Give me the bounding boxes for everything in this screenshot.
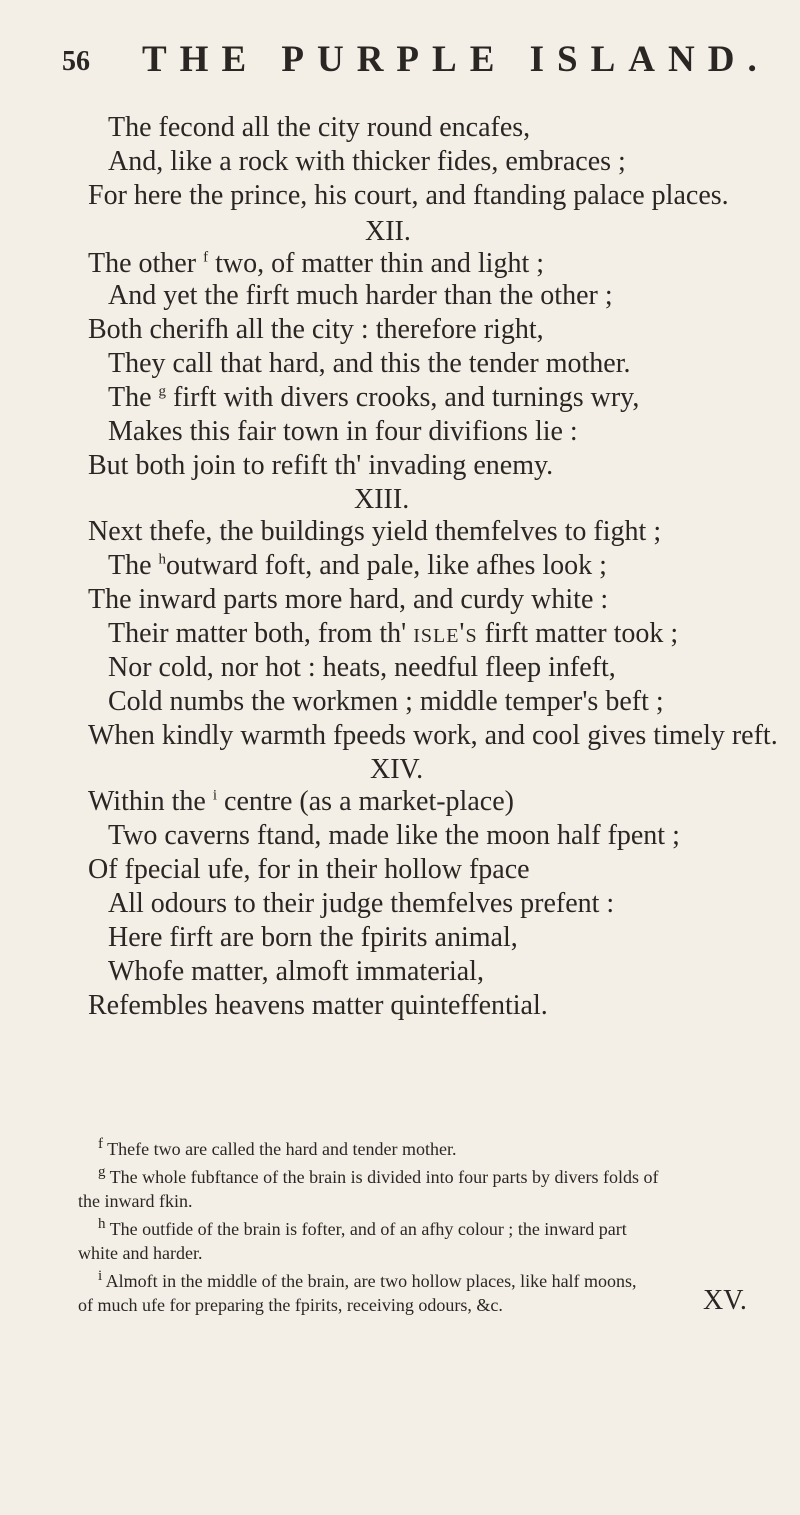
verse-line: Cold numbs the workmen ; middle temper's beft ; [108, 686, 664, 717]
footnote-text: white and harder. [78, 1243, 203, 1263]
verse-line: But both join to refift th' invading enemy. [88, 450, 554, 481]
line-text: outward foft, and pale, like afhes look ; [166, 550, 607, 581]
footnote [98, 1269, 637, 1293]
verse-line: Of fpecial ufe, for in their hollow fpace [88, 854, 530, 885]
footnote-text: The outfide of the brain is fofter, and of an afhy colour ; the inward part [105, 1219, 627, 1239]
footnote-marker: g [98, 1164, 106, 1180]
verse-line: Next thefe, the buildings yield themfelves to fight ; [88, 516, 662, 547]
verse-line: All odours to their judge themfelves prefent : [108, 888, 615, 919]
footnote [98, 1165, 659, 1189]
verse-line [108, 382, 639, 414]
verse-line: The inward parts more hard, and curdy white : [88, 584, 609, 615]
line-text: The other [88, 248, 204, 279]
footnote-marker: i [98, 1268, 103, 1284]
verse-line: Nor cold, nor hot : heats, needful fleep infeft, [108, 652, 616, 683]
line-text: Within the [88, 786, 213, 817]
verse-line: Both cherifh all the city : therefore right, [88, 314, 544, 345]
verse-line: Refembles heavens matter quinteffential. [88, 990, 548, 1021]
catchword: XV. [703, 1285, 747, 1316]
verse-line: Two caverns ftand, made like the moon half fpent ; [108, 820, 680, 851]
verse-line: Here firft are born the fpirits animal, [108, 922, 518, 953]
running-title: THE PURPLE ISLAND. [142, 39, 770, 80]
stanza-number: XII. [365, 216, 411, 247]
footnote [78, 1241, 202, 1265]
small-caps-word: isle's [413, 618, 478, 649]
line-text: two, of matter thin and light ; [208, 248, 545, 279]
verse-line [88, 248, 544, 280]
footnote-text: Thefe two are called the hard and tender mother. [103, 1139, 457, 1159]
stanza-number: XIII. [354, 484, 410, 515]
footnote-text: the inward fkin. [78, 1191, 193, 1211]
footnote [78, 1293, 503, 1317]
footnote-marker: f [98, 1136, 103, 1152]
verse-line: And, like a rock with thicker fides, embraces ; [108, 146, 626, 177]
page-number: 56 [62, 46, 90, 77]
footnote-text: of much ufe for preparing the fpirits, receiving odours, &c. [78, 1295, 503, 1315]
footnote-text: Almoft in the middle of the brain, are two hollow places, like half moons, [102, 1271, 637, 1291]
line-text: Their matter both, from th' [108, 618, 414, 649]
line-text: centre (as a market-place) [217, 786, 514, 817]
footnote [78, 1189, 192, 1213]
verse-line: They call that hard, and this the tender mother. [108, 348, 631, 379]
verse-line: When kindly warmth fpeeds work, and cool gives timely reft. [88, 720, 778, 751]
page-header [62, 38, 770, 88]
footnote [98, 1137, 457, 1161]
verse-line: Whofe matter, almoft immaterial, [108, 956, 484, 987]
verse-line [88, 786, 514, 818]
verse-line [108, 618, 678, 650]
footnote [98, 1217, 627, 1241]
verse-line: For here the prince, his court, and ftanding palace places. [88, 180, 729, 211]
line-text: firft with divers crooks, and turnings wry, [166, 382, 640, 413]
verse-line: The fecond all the city round encafes, [108, 112, 531, 143]
verse-line: Makes this fair town in four divifions lie : [108, 416, 578, 447]
line-text: The [108, 382, 159, 413]
footnote-marker: h [158, 551, 167, 568]
footnote-marker: g [158, 383, 167, 400]
verse-line: And yet the firft much harder than the other ; [108, 280, 613, 311]
footnote-marker: h [98, 1216, 106, 1232]
footnote-marker: i [212, 787, 218, 804]
line-text: The [108, 550, 159, 581]
verse-line [108, 550, 607, 582]
footnote-text: The whole fubftance of the brain is divided into four parts by divers folds of [105, 1167, 659, 1187]
stanza-number: XIV. [370, 754, 424, 785]
footnote-marker: f [203, 249, 209, 266]
line-text: firft matter took ; [477, 618, 679, 649]
